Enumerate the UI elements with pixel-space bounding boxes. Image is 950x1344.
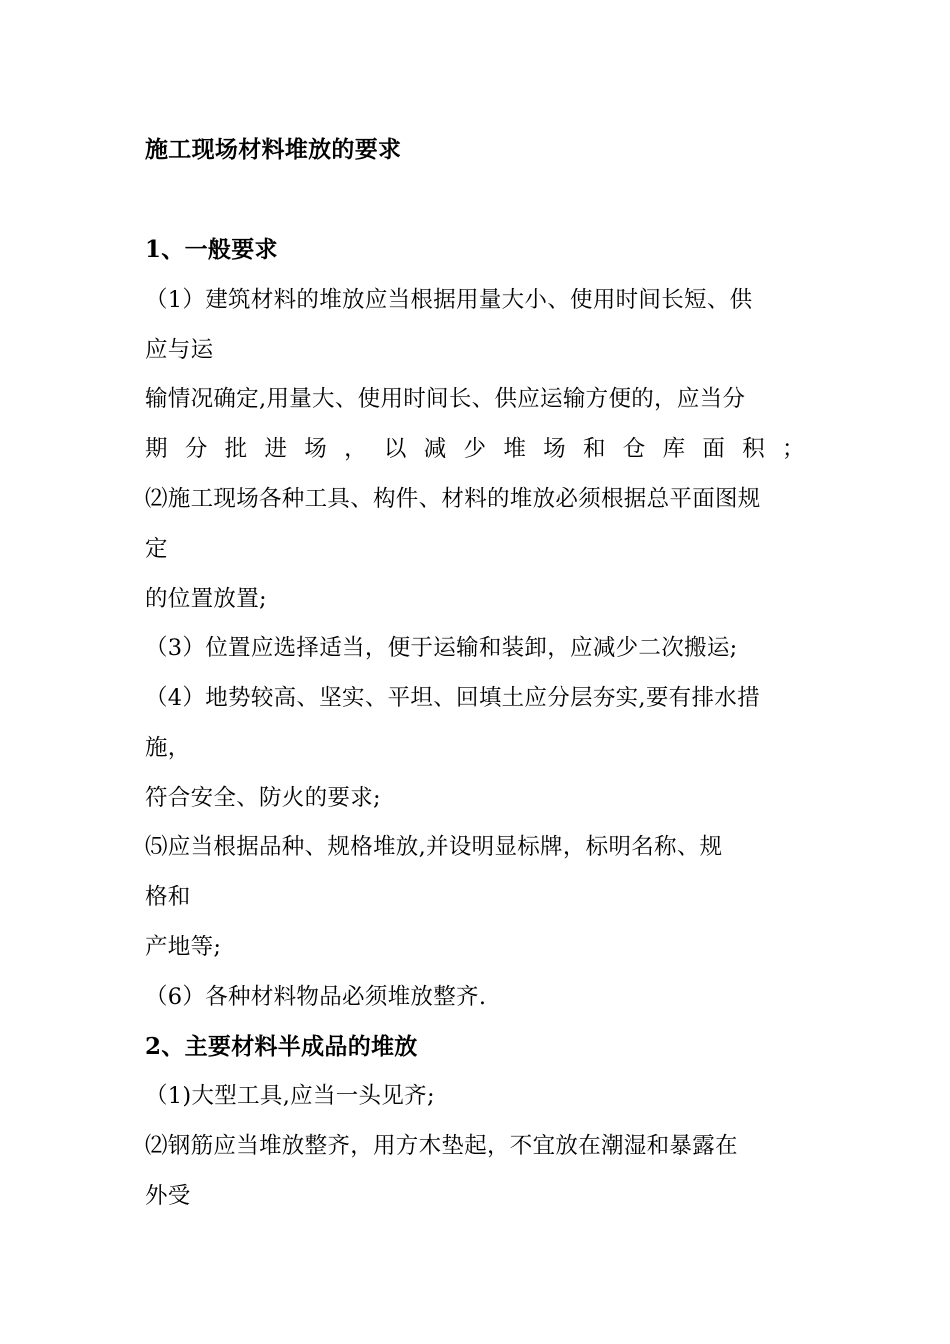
paragraph-line: （6）各种材料物品必须堆放整齐. [145,984,487,1010]
justified-char: 进 [264,436,288,462]
paragraph-line: ⑵施工现场各种工具、构件、材料的堆放必须根据总平面图规 [145,486,761,512]
paragraph-line: ⑵钢筋应当堆放整齐，用方木垫起，不宜放在潮湿和暴露在 [145,1133,738,1159]
paragraph-line: 施， [145,735,191,761]
justified-char: ； [782,436,805,462]
justified-char: 减 [423,436,447,462]
paragraph-line: （4）地势较高、坚实、平坦、回填土应分层夯实,要有排水措 [145,685,760,711]
justified-char: 堆 [503,436,527,462]
document-title: 施工现场材料堆放的要求 [145,136,402,163]
paragraph-line: 产地等; [145,934,222,960]
justified-char: 面 [702,436,726,462]
justified-char: 库 [662,436,686,462]
paragraph-line: 格和 [145,884,191,910]
justified-char: 以 [383,436,407,462]
paragraph-line: 符合安全、防火的要求; [145,785,381,811]
paragraph-line: ⑸应当根据品种、规格堆放,并设明显标牌，标明名称、规 [145,834,723,860]
paragraph-line-justified [145,433,805,465]
paragraph-line: （1)大型工具,应当一头见齐; [145,1083,435,1109]
section-heading-general: 1、一般要求 [145,236,278,263]
justified-char: ， [344,436,367,462]
paragraph-line: 应与运 [145,337,214,363]
section-heading-materials: 2、主要材料半成品的堆放 [145,1033,418,1060]
justified-char: 少 [463,436,487,462]
paragraph-line: 输情况确定,用量大、使用时间长、供应运输方便的，应当分 [145,386,746,412]
justified-char: 场 [543,436,566,462]
justified-char: 场 [304,436,328,462]
justified-char: 期 [145,436,168,462]
justified-char: 批 [224,436,248,462]
paragraph-line: 定 [145,536,168,562]
justified-char: 和 [582,436,606,462]
paragraph-line: 外受 [145,1183,191,1209]
paragraph-line: 的位置放置; [145,586,267,612]
justified-char: 分 [184,436,208,462]
paragraph-line: （1）建筑材料的堆放应当根据用量大小、使用时间长短、供 [145,287,753,313]
justified-char: 积 [742,436,765,462]
justified-char: 仓 [622,436,646,462]
paragraph-line: （3）位置应选择适当，便于运输和装卸，应减少二次搬运; [145,635,738,661]
